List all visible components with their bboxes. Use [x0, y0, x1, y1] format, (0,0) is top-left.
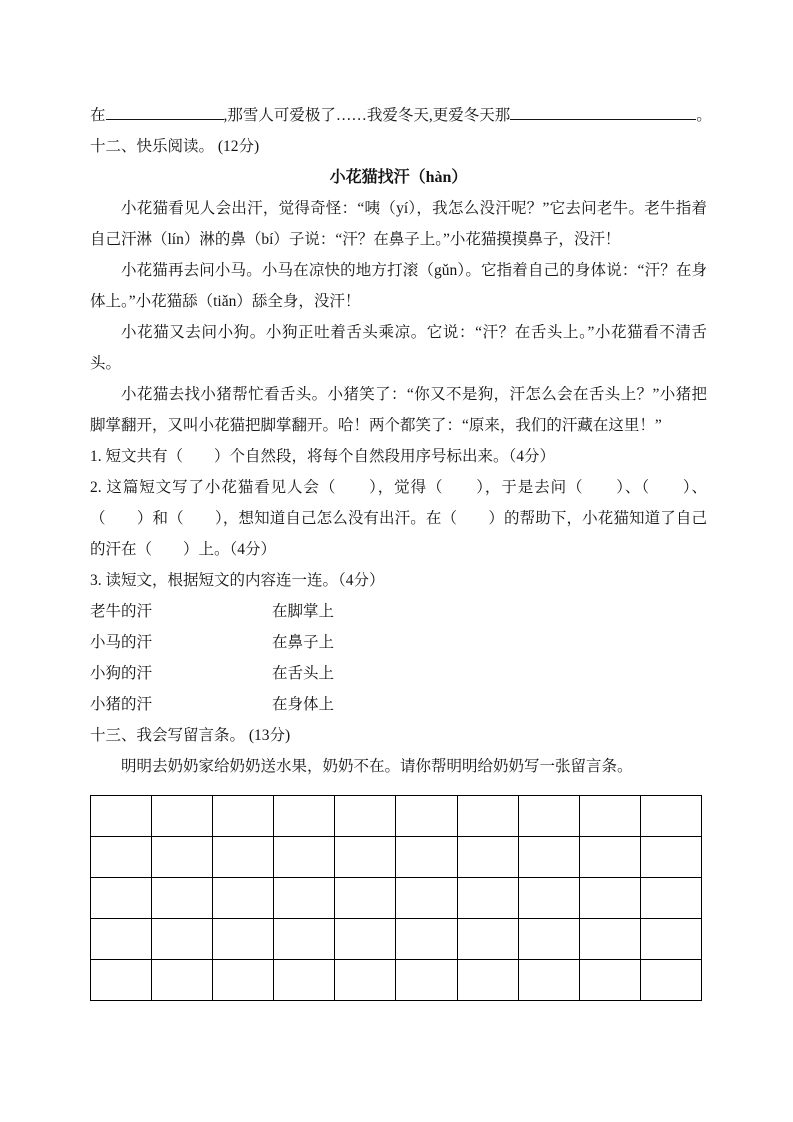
grid-cell	[213, 796, 274, 837]
grid-cell	[458, 796, 519, 837]
grid-cell	[213, 837, 274, 878]
grid-cell	[274, 796, 335, 837]
matching-right-item: 在鼻子上	[272, 634, 335, 651]
grid-cell	[396, 960, 457, 1001]
grid-cell	[91, 796, 152, 837]
matching-row-3	[90, 658, 707, 689]
grid-cell	[519, 919, 580, 960]
fill-middle: ,那雪人可爱极了……我爱冬天,更爱冬天那	[223, 107, 511, 124]
grid-cell	[335, 919, 396, 960]
grid-cell	[580, 878, 641, 919]
grid-cell	[152, 919, 213, 960]
grid-cell	[152, 796, 213, 837]
grid-cell	[641, 878, 702, 919]
matching-row-1	[90, 596, 707, 627]
matching-left-item: 小马的汗	[90, 634, 153, 651]
matching-left-item: 老牛的汗	[90, 603, 153, 620]
question-2: 2. 这篇短文写了小花猫看见人会（ ），觉得（ ），于是去问（ ）、（ ）、（ ）和（ ），想知道自己怎么没有出汗。在（ ）的帮助下，小花猫知道了自己的汗在（ ）上。（4分）	[90, 479, 707, 558]
grid-cell	[580, 960, 641, 1001]
grid-cell	[458, 837, 519, 878]
matching-row-4	[90, 689, 707, 720]
reading-passage-title: 小花猫找汗（hàn）	[329, 169, 468, 186]
grid-cell	[519, 960, 580, 1001]
matching-right-item: 在舌头上	[272, 665, 335, 682]
grid-cell	[91, 919, 152, 960]
grid-cell	[91, 878, 152, 919]
question-3: 3. 读短文，根据短文的内容连一连。（4分）	[90, 572, 385, 589]
grid-cell	[641, 796, 702, 837]
passage-paragraph-4: 小花猫去找小猪帮忙看舌头。小猪笑了：“你又不是狗，汗怎么会在舌头上？”小猪把脚掌翻开，又叫小花猫把脚掌翻开。哈！两个都笑了：“原来，我们的汗藏在这里！”	[90, 386, 707, 434]
fill-suffix: 。	[696, 107, 712, 124]
writing-grid	[90, 795, 702, 1001]
grid-cell	[274, 960, 335, 1001]
grid-cell	[335, 837, 396, 878]
grid-cell	[641, 919, 702, 960]
blank-underline-1	[106, 105, 224, 120]
matching-row-2	[90, 627, 707, 658]
section-13-heading: 十三、我会写留言条。 (13分)	[90, 727, 291, 744]
blank-underline-2	[510, 105, 696, 120]
grid-cell	[580, 837, 641, 878]
grid-cell	[91, 837, 152, 878]
matching-left-item: 小狗的汗	[90, 665, 153, 682]
grid-cell	[152, 837, 213, 878]
grid-cell	[274, 837, 335, 878]
grid-cell	[396, 796, 457, 837]
grid-cell	[213, 960, 274, 1001]
grid-cell	[152, 878, 213, 919]
grid-cell	[91, 960, 152, 1001]
note-writing-prompt: 明明去奶奶家给奶奶送水果，奶奶不在。请你帮明明给奶奶写一张留言条。	[121, 758, 633, 775]
grid-cell	[335, 960, 396, 1001]
passage-paragraph-3: 小花猫又去问小狗。小狗正吐着舌头乘凉。它说：“汗？在舌头上。”小花猫看不清舌头。	[90, 324, 707, 372]
matching-exercise	[90, 596, 707, 720]
grid-cell	[458, 960, 519, 1001]
grid-cell	[641, 837, 702, 878]
grid-cell	[274, 878, 335, 919]
fill-in-blank-line	[90, 100, 712, 131]
matching-left-item: 小猪的汗	[90, 696, 153, 713]
grid-cell	[458, 919, 519, 960]
grid-cell	[519, 796, 580, 837]
grid-cell	[396, 878, 457, 919]
passage-paragraph-1: 小花猫看见人会出汗，觉得奇怪：“咦（yí），我怎么没汗呢？”它去问老牛。老牛指着自己汗淋（lín）淋的鼻（bí）子说：“汗？在鼻子上。”小花猫摸摸鼻子，没汗！	[90, 200, 707, 248]
matching-right-item: 在身体上	[272, 696, 335, 713]
grid-cell	[580, 919, 641, 960]
grid-cell	[519, 878, 580, 919]
matching-right-item: 在脚掌上	[272, 603, 335, 620]
grid-cell	[396, 837, 457, 878]
fill-prefix: 在	[90, 107, 106, 124]
grid-cell	[213, 919, 274, 960]
grid-cell	[458, 878, 519, 919]
grid-cell	[519, 837, 580, 878]
grid-cell	[335, 796, 396, 837]
grid-cell	[152, 960, 213, 1001]
passage-paragraph-2: 小花猫再去问小马。小马在凉快的地方打滚（gǔn）。它指着自己的身体说：“汗？在身体上。”小花猫舔（tiǎn）舔全身，没汗！	[90, 262, 707, 310]
grid-cell	[335, 878, 396, 919]
grid-cell	[641, 960, 702, 1001]
grid-cell	[580, 796, 641, 837]
section-12-heading: 十二、快乐阅读。 (12分)	[90, 138, 260, 155]
question-1: 1. 短文共有（ ）个自然段，将每个自然段用序号标出来。（4分）	[90, 448, 556, 465]
grid-cell	[396, 919, 457, 960]
grid-cell	[274, 919, 335, 960]
grid-cell	[213, 878, 274, 919]
